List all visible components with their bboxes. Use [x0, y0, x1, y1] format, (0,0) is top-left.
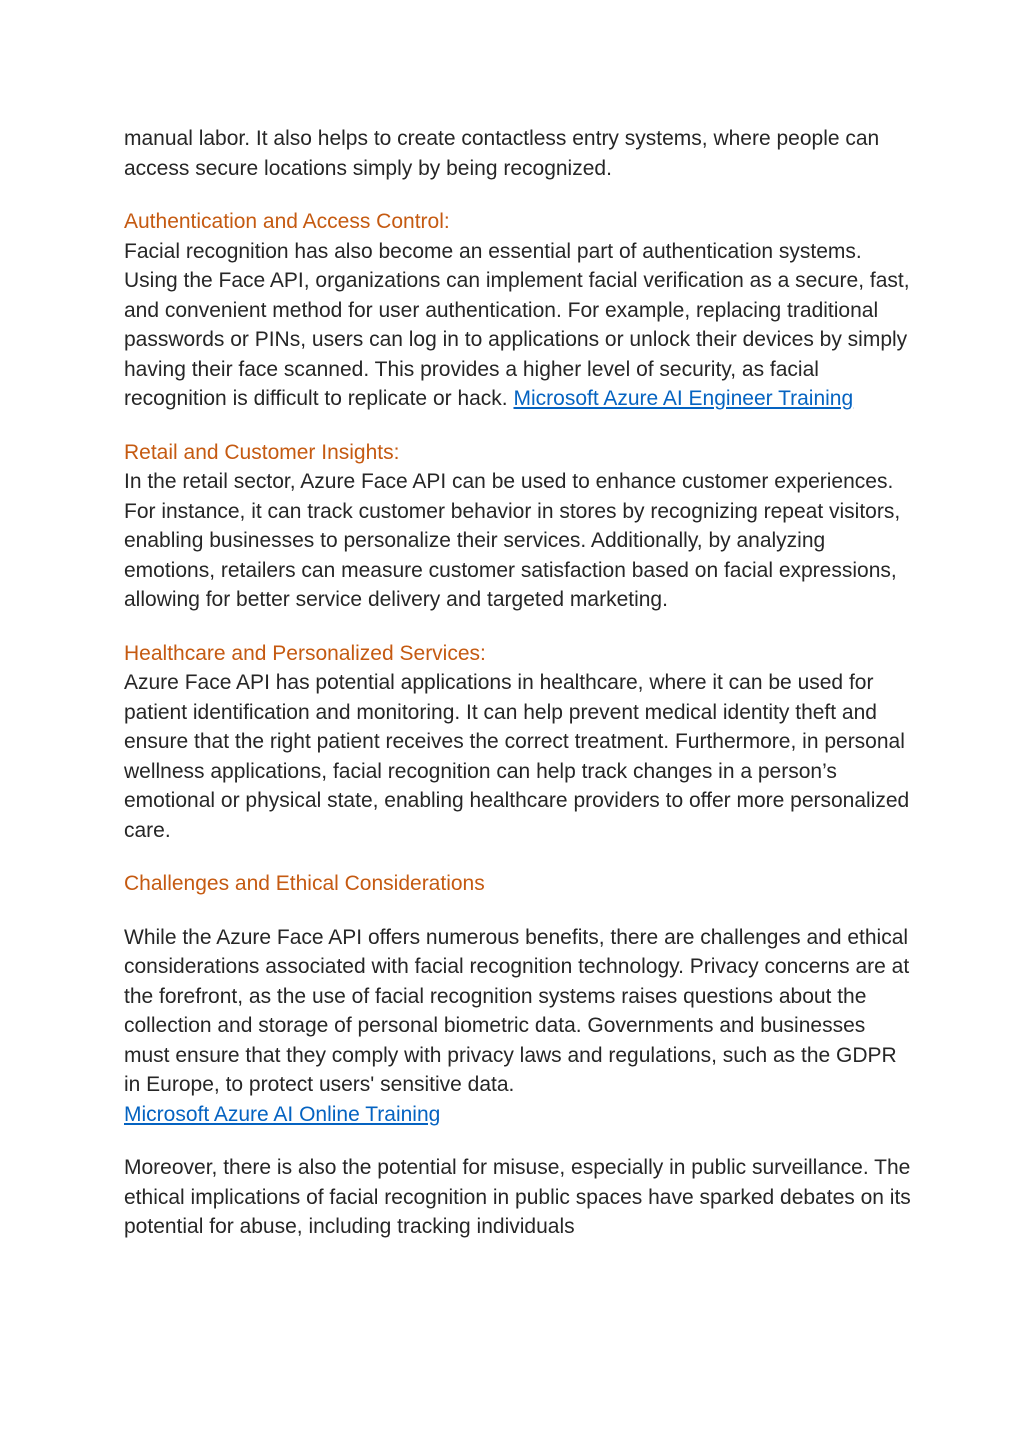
- healthcare-heading: Healthcare and Personalized Services: [124, 641, 481, 665]
- retail-section: [124, 438, 914, 615]
- intro-paragraph: manual labor. It also helps to create contactless entry systems, where people can access secure locations simply by being recognized.: [124, 127, 880, 180]
- azure-ai-engineer-training-link[interactable]: Microsoft Azure AI Engineer Training: [513, 387, 854, 410]
- document-page: [124, 124, 914, 1266]
- healthcare-section: [124, 639, 914, 846]
- healthcare-heading-line: [124, 639, 914, 669]
- auth-heading-colon: :: [443, 210, 450, 233]
- retail-body: In the retail sector, Azure Face API can be used to enhance customer experiences. For instance, it can track customer behavior in stores by recognizing repeat visitors, enabling businesses to personalize their services. Additionally, by analyzing emotions, retailers can measure customer satisfaction based on facial expressions, allowing for better service delivery and targeted marketing.: [124, 470, 901, 611]
- healthcare-heading-colon: :: [480, 641, 486, 665]
- challenges-heading: Challenges and Ethical Considerations: [124, 872, 485, 895]
- challenges-paragraph-1: [124, 923, 914, 1130]
- auth-body: [124, 237, 914, 414]
- challenges-paragraph-2: Moreover, there is also the potential for misuse, especially in public surveillance. The ethical implications of facial recognition in public spaces have sparked debates on its potential for abuse, including tracking individuals: [124, 1156, 911, 1238]
- auth-heading-line: [124, 207, 914, 237]
- challenges-body-1: While the Azure Face API offers numerous benefits, there are challenges and ethical considerations associated with facial recognition technology. Privacy concerns are at the forefront, as the use of facial recognition systems raises questions about the collection and storage of personal biometric data. Governments and businesses must ensure that they comply with privacy laws and regulations, such as the GDPR in Europe, to protect users' sensitive data.: [124, 925, 910, 1096]
- auth-heading: Authentication and Access Control: [124, 210, 444, 233]
- retail-heading-line: [124, 438, 914, 468]
- retail-heading-colon: :: [393, 440, 400, 464]
- retail-heading: Retail and Customer Insights: [124, 440, 394, 464]
- auth-section: [124, 207, 914, 414]
- azure-ai-online-training-link[interactable]: Microsoft Azure AI Online Training: [124, 1102, 441, 1126]
- auth-body-text: Facial recognition has also become an essential part of authentication systems. Using the Face API, organizations can implement facial verification as a secure, fast, and convenient method for user authentication. For example, replacing traditional passwords or PINs, users can log in to applications or unlock their devices by simply having their face scanned. This provides a higher level of security, as facial recognition is difficult to replicate or hack.: [124, 239, 910, 410]
- healthcare-body: Azure Face API has potential applications in healthcare, where it can be used for patient identification and monitoring. It can help prevent medical identity theft and ensure that the right patient receives the correct treatment. Furthermore, in personal wellness applications, facial recognition can help track changes in a person’s emotional or physical state, enabling healthcare providers to offer more personalized care.: [124, 671, 910, 842]
